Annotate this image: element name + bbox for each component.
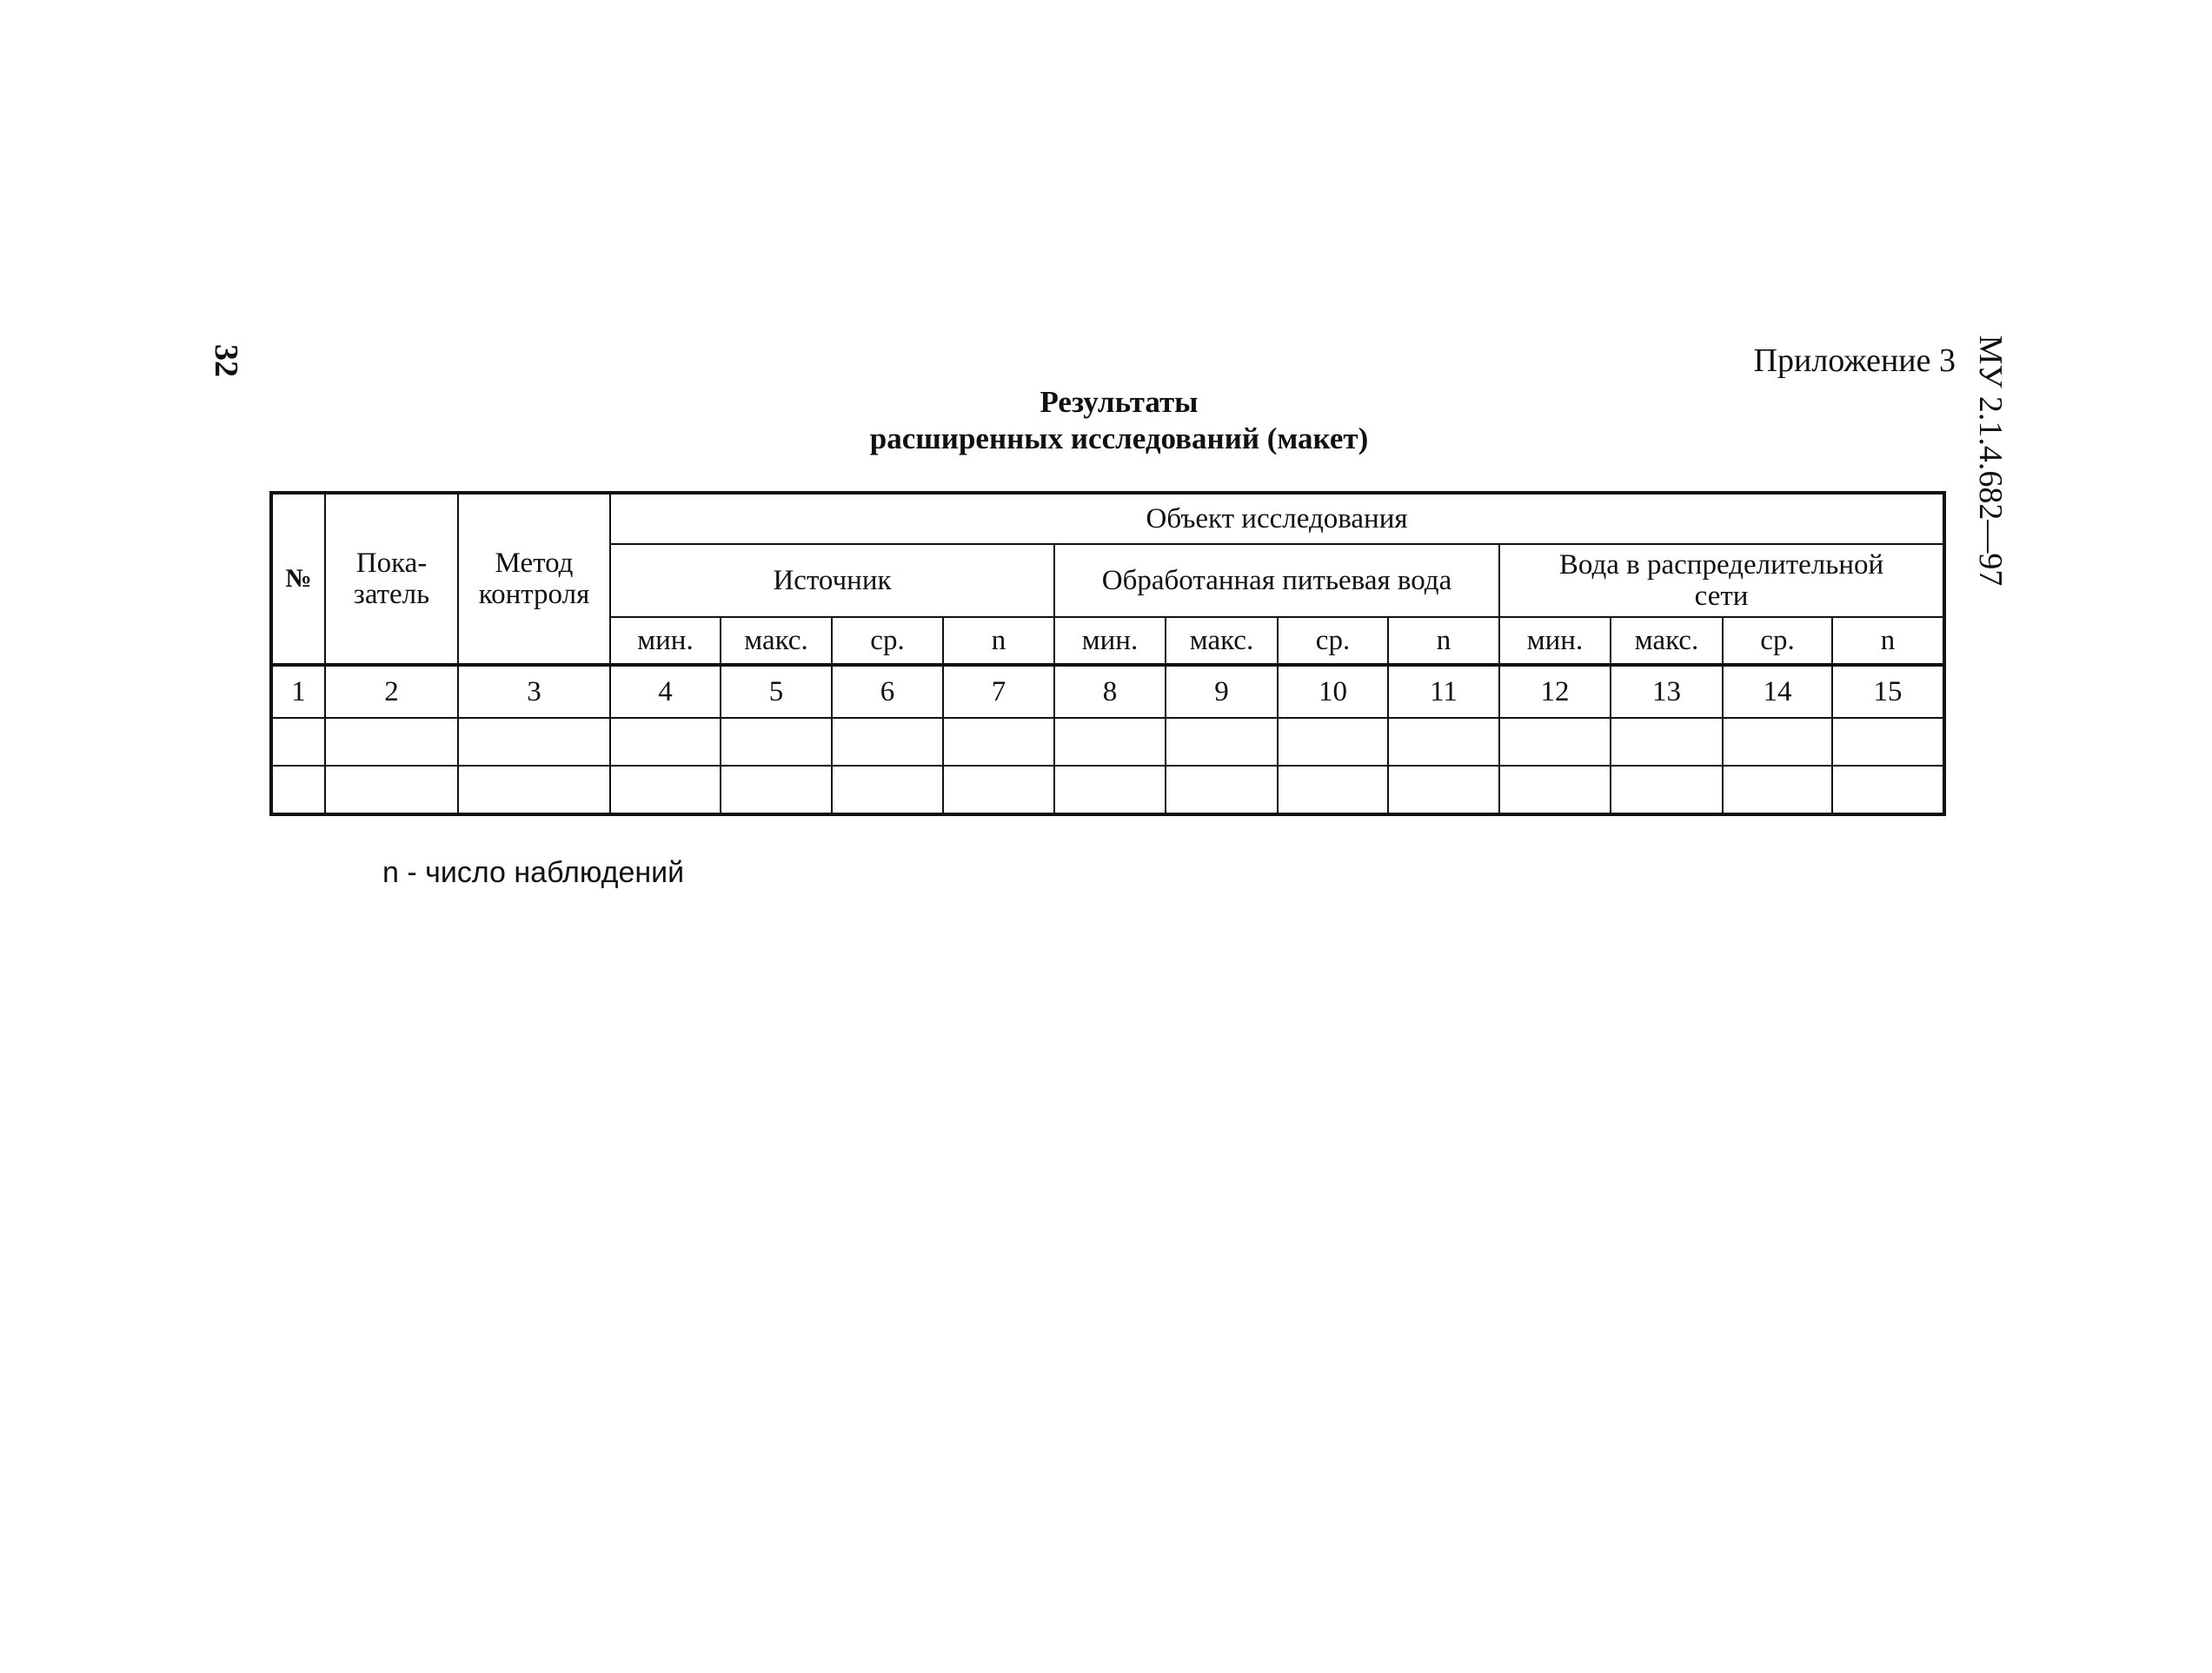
document-code: МУ 2.1.4.682—97 xyxy=(1972,335,2009,587)
empty-cell xyxy=(1832,766,1944,814)
empty-cell xyxy=(721,718,832,766)
header-stat: мин. xyxy=(610,617,721,665)
empty-cell xyxy=(610,718,721,766)
table-row-empty xyxy=(271,766,1944,814)
empty-cell xyxy=(832,718,943,766)
column-number: 2 xyxy=(325,665,458,718)
title-line-2: расширенных исследований (макет) xyxy=(869,422,1369,455)
column-number: 5 xyxy=(721,665,832,718)
empty-cell xyxy=(1278,718,1388,766)
empty-cell xyxy=(1611,718,1723,766)
header-group-distribution-water: Вода в распределительной сети xyxy=(1499,544,1944,617)
title-line-1: Результаты xyxy=(1040,385,1199,419)
empty-cell xyxy=(1723,718,1832,766)
empty-cell xyxy=(1499,766,1611,814)
header-object: Объект исследования xyxy=(610,493,1944,544)
empty-cell xyxy=(1388,766,1499,814)
column-number: 4 xyxy=(610,665,721,718)
empty-cell xyxy=(943,718,1054,766)
column-number: 9 xyxy=(1166,665,1278,718)
footnote: n - число наблюдений xyxy=(382,856,685,889)
empty-cell xyxy=(610,766,721,814)
empty-cell xyxy=(1278,766,1388,814)
header-stat: n xyxy=(943,617,1054,665)
header-stat: макс. xyxy=(1611,617,1723,665)
header-indicator: Пока- затель xyxy=(325,493,458,665)
empty-cell xyxy=(1723,766,1832,814)
appendix-label: Приложение 3 xyxy=(1753,342,1956,379)
header-stat: n xyxy=(1832,617,1944,665)
column-number: 1 xyxy=(271,665,325,718)
empty-cell xyxy=(271,718,325,766)
header-group-treated-water: Обработанная питьевая вода xyxy=(1054,544,1499,617)
header-stat: n xyxy=(1388,617,1499,665)
results-table xyxy=(269,491,1946,816)
column-number: 12 xyxy=(1499,665,1611,718)
empty-cell xyxy=(458,766,610,814)
empty-cell xyxy=(1166,766,1278,814)
header-stat: макс. xyxy=(721,617,832,665)
empty-cell xyxy=(1054,766,1166,814)
table-column-numbers-row xyxy=(271,665,1944,718)
header-stat: ср. xyxy=(832,617,943,665)
column-number: 15 xyxy=(1832,665,1944,718)
column-number: 11 xyxy=(1388,665,1499,718)
header-group-source: Источник xyxy=(610,544,1054,617)
column-number: 13 xyxy=(1611,665,1723,718)
header-stat: макс. xyxy=(1166,617,1278,665)
table-header-row xyxy=(271,493,1944,544)
header-stat: мин. xyxy=(1499,617,1611,665)
header-number: № xyxy=(271,493,325,665)
column-number: 10 xyxy=(1278,665,1388,718)
empty-cell xyxy=(1166,718,1278,766)
empty-cell xyxy=(1388,718,1499,766)
empty-cell xyxy=(271,766,325,814)
empty-cell xyxy=(1499,718,1611,766)
table-row-empty xyxy=(271,718,1944,766)
page-title xyxy=(765,384,1473,457)
column-number: 7 xyxy=(943,665,1054,718)
column-number: 8 xyxy=(1054,665,1166,718)
header-stat: мин. xyxy=(1054,617,1166,665)
page-number: 32 xyxy=(208,344,244,377)
column-number: 3 xyxy=(458,665,610,718)
empty-cell xyxy=(1054,718,1166,766)
empty-cell xyxy=(458,718,610,766)
empty-cell xyxy=(325,766,458,814)
empty-cell xyxy=(325,718,458,766)
column-number: 6 xyxy=(832,665,943,718)
empty-cell xyxy=(832,766,943,814)
header-stat: ср. xyxy=(1723,617,1832,665)
header-stat: ср. xyxy=(1278,617,1388,665)
empty-cell xyxy=(721,766,832,814)
empty-cell xyxy=(943,766,1054,814)
empty-cell xyxy=(1611,766,1723,814)
empty-cell xyxy=(1832,718,1944,766)
column-number: 14 xyxy=(1723,665,1832,718)
header-method: Метод контроля xyxy=(458,493,610,665)
